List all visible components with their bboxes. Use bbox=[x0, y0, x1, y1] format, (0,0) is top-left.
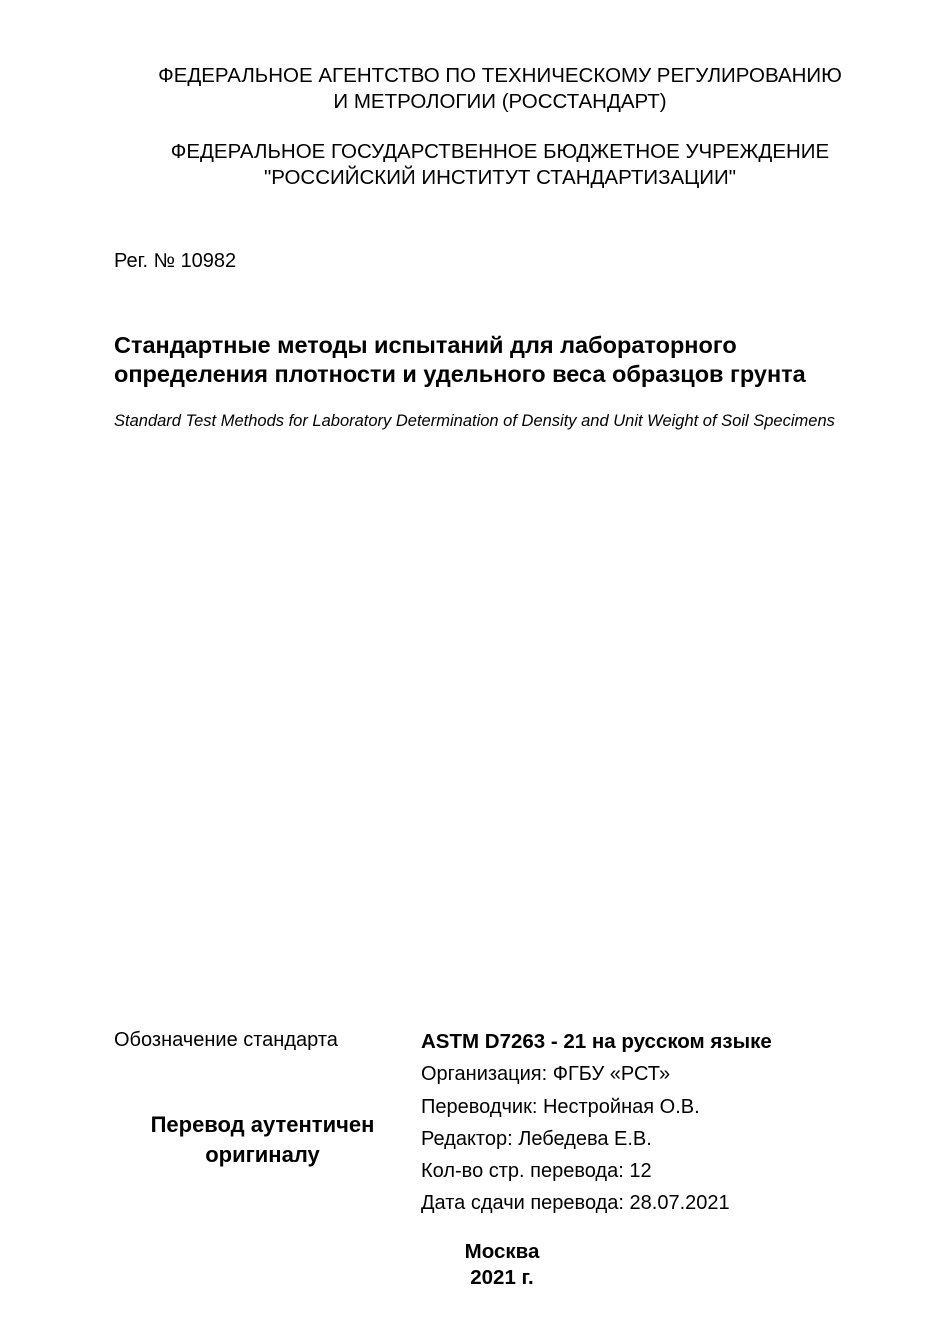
institution-name-line2: "РОССИЙСКИЙ ИНСТИТУТ СТАНДАРТИЗАЦИИ" bbox=[263, 166, 737, 189]
authentic-note-line2: оригиналу bbox=[205, 1142, 320, 1167]
translator: Переводчик: Нестройная О.В. bbox=[421, 1096, 700, 1118]
registration-number: Рег. № 10982 bbox=[114, 250, 237, 272]
english-title: Standard Test Methods for Laboratory Determination of Density and Unit Weight of Soil Specimens bbox=[114, 412, 835, 430]
document-title-line1: Стандартные методы испытаний для лабораторного bbox=[114, 332, 737, 358]
editor: Редактор: Лебедева Е.В. bbox=[421, 1128, 652, 1150]
agency-name-line2: И МЕТРОЛОГИИ (РОССТАНДАРТ) bbox=[333, 90, 667, 113]
designation-label: Обозначение стандарта bbox=[114, 1029, 338, 1051]
city: Москва bbox=[464, 1240, 540, 1263]
page-count: Кол-во стр. перевода: 12 bbox=[421, 1160, 652, 1182]
year: 2021 г. bbox=[470, 1266, 534, 1289]
agency-name-line1: ФЕДЕРАЛЬНОЕ АГЕНТСТВО ПО ТЕХНИЧЕСКОМУ РЕГУЛИРОВАНИЮ bbox=[158, 64, 842, 87]
organization: Организация: ФГБУ «РСТ» bbox=[421, 1063, 671, 1085]
standard-designation: ASTM D7263 - 21 на русском языке bbox=[421, 1030, 772, 1053]
authentic-note-line1: Перевод аутентичен bbox=[150, 1112, 375, 1137]
delivery-date: Дата сдачи перевода: 28.07.2021 bbox=[421, 1192, 730, 1214]
institution-name-line1: ФЕДЕРАЛЬНОЕ ГОСУДАРСТВЕННОЕ БЮДЖЕТНОЕ УЧРЕЖДЕНИЕ bbox=[170, 140, 830, 163]
document-title-line2: определения плотности и удельного веса образцов грунта bbox=[114, 361, 806, 387]
